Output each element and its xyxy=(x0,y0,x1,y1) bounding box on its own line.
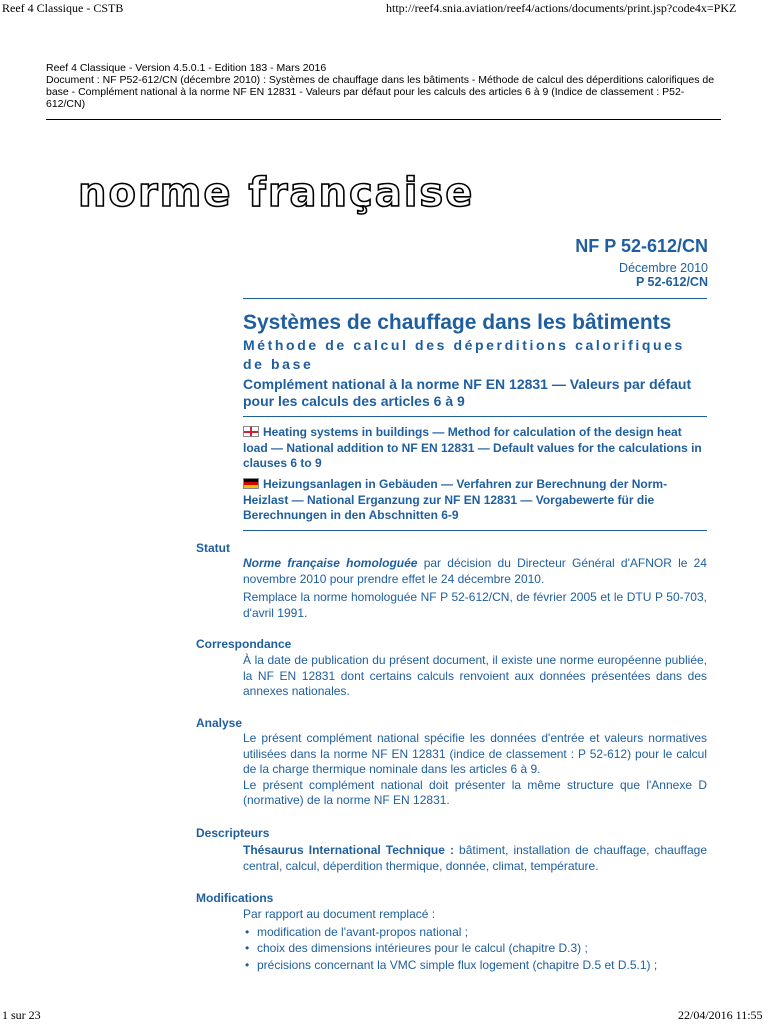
correspondance-paragraph: À la date de publication du présent document, il existe une norme européenne publiée, la NF EN 12831 dont certains calculs renvoient aux données présentées dans des annexes nationales. xyxy=(243,653,707,698)
analyse-label: Analyse xyxy=(196,716,243,730)
modifications-intro: Par rapport au document remplacé : xyxy=(243,907,436,921)
page-counter: 1 sur 23 xyxy=(2,1008,41,1022)
title-divider-bottom xyxy=(243,416,707,417)
document-titles xyxy=(243,310,707,410)
complement-title: Complément national à la norme NF EN 12831 — Valeurs par défaut pour les calculs des articles 6 à 9 xyxy=(243,376,692,409)
english-title xyxy=(243,425,707,472)
page-url[interactable]: http://reef4.snia.aviation/reef4/actions/documents/print.jsp?code4x=PKZ xyxy=(386,1,737,15)
statut-paragraph-1 xyxy=(243,556,707,587)
sub-title: Méthode de calcul des déperditions calorifiques de base xyxy=(243,337,685,372)
reef-document-line: Document : NF P52-612/CN (décembre 2010) : Systèmes de chauffage dans les bâtiments - Méthode de calcul des déperditions calorifiques de base - Complément national à la norme NF EN 12831 - Valeurs par défaut pour les calculs des articles 6 à 9 (Indice de classement : P52-612/CN) xyxy=(46,74,715,110)
page-title: Reef 4 Classique - CSTB xyxy=(2,1,124,15)
statut-paragraph-2: Remplace la norme homologuée NF P 52-612/CN, de février 2005 et le DTU P 50-703, d'avril 1991. xyxy=(243,590,707,620)
statut-label: Statut xyxy=(196,541,230,555)
german-title-text: Heizungsanlagen in Gebäuden — Verfahren zur Berechnung der Norm-Heizlast — National Erganzung zur NF EN 12831 — Vorgabewerte für die Berechnungen in den Abschnitten 6-9 xyxy=(243,477,668,522)
german-title xyxy=(243,477,707,524)
main-title: Systèmes de chauffage dans les bâtiments xyxy=(243,311,672,334)
standard-date: Décembre 2010 xyxy=(619,261,708,275)
print-footer xyxy=(0,1006,768,1024)
print-header xyxy=(0,0,768,16)
descripteurs-paragraph xyxy=(243,843,707,874)
list-item: • précisions concernant la VMC simple flux logement (chapitre D.5 et D.5.1) ; xyxy=(257,958,707,974)
descripteurs-keywords: bâtiment, installation de chauffage, chauffage central, calcul, déperdition thermique, donnée, climat, température. xyxy=(243,843,707,873)
statut-body xyxy=(243,556,707,621)
uk-flag-icon xyxy=(243,426,259,437)
reef-document-info xyxy=(46,62,716,110)
standard-classification: P 52-612/CN xyxy=(635,275,708,289)
title-divider-top xyxy=(243,298,707,299)
header-divider xyxy=(46,119,721,120)
print-datetime: 22/04/2016 11:55 xyxy=(678,1008,763,1022)
correspondance-body xyxy=(243,653,707,700)
statut-p1-text: par décision du Directeur Général d'AFNOR le 24 novembre 2010 pour prendre effet le 24 décembre 2010. xyxy=(243,556,707,586)
list-item: • choix des dimensions intérieures pour le calcul (chapitre D.3) ; xyxy=(257,941,707,957)
standard-reference xyxy=(575,236,708,289)
english-title-text: Heating systems in buildings — Method for calculation of the design heat load — National addition to NF EN 12831 — Default values for the calculations in clauses 6 to 9 xyxy=(243,425,702,470)
standard-code: NF P 52-612/CN xyxy=(575,236,708,256)
modifications-body xyxy=(243,907,707,974)
translations-divider xyxy=(243,530,707,531)
modifications-label: Modifications xyxy=(196,891,274,905)
descripteurs-label: Descripteurs xyxy=(196,826,270,840)
descripteurs-thesaurus: Thésaurus International Technique : xyxy=(243,843,454,857)
list-item: • modification de l'avant-propos national ; xyxy=(257,925,707,941)
analyse-paragraph-2: Le présent complément national doit présenter la même structure que l'Annexe D (normative) de la norme NF EN 12831. xyxy=(243,777,707,807)
descripteurs-body xyxy=(243,843,707,874)
analyse-paragraph-1: Le présent complément national spécifie les données d'entrée et valeurs normatives utilisées dans la norme NF EN 12831 (indice de classement : P 52-612) pour le calcul de la charge thermique nominale dans les articles 6 à 9. xyxy=(243,731,707,776)
statut-emphasis: Norme française homologuée xyxy=(243,556,418,570)
norme-francaise-logo: norme française xyxy=(78,170,475,216)
modifications-list xyxy=(243,925,707,974)
germany-flag-icon xyxy=(243,478,259,489)
reef-version-line: Reef 4 Classique - Version 4.5.0.1 - Edition 183 - Mars 2016 xyxy=(46,62,327,74)
analyse-body xyxy=(243,731,707,809)
correspondance-label: Correspondance xyxy=(196,637,292,651)
